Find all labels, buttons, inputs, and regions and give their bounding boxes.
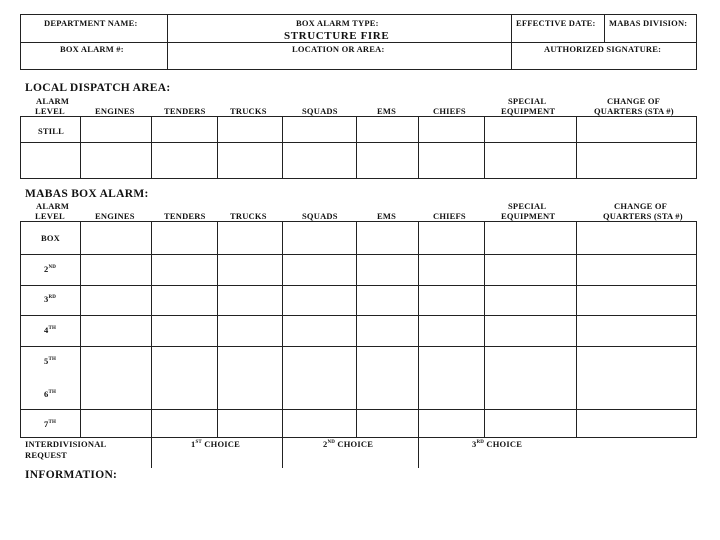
second-choice-label bbox=[323, 439, 373, 449]
local-col-line bbox=[696, 116, 697, 179]
mabas-special-header: SPECIAL bbox=[508, 201, 547, 211]
local-col-line bbox=[576, 116, 577, 179]
mabas-col-line bbox=[576, 221, 577, 438]
choice-text: CHOICE bbox=[201, 439, 240, 449]
location-label: LOCATION OR AREA: bbox=[292, 44, 385, 54]
local-squads-header: SQUADS bbox=[302, 106, 338, 116]
local-quarters-header: QUARTERS (STA #) bbox=[594, 106, 674, 116]
choice-number: 1 bbox=[191, 439, 196, 449]
mabas-change-header: CHANGE OF bbox=[614, 201, 668, 211]
mabas-title: MABAS BOX ALARM: bbox=[25, 188, 149, 200]
row-number: 3 bbox=[44, 294, 49, 304]
mabas-col-line bbox=[80, 221, 81, 438]
effective-date-label: EFFECTIVE DATE: bbox=[516, 18, 596, 28]
mabas-row-3rd bbox=[44, 294, 56, 304]
row-ordinal: TH bbox=[48, 357, 57, 362]
mabas-row-4th bbox=[44, 325, 56, 335]
box-alarm-number-label: BOX ALARM #: bbox=[60, 44, 124, 54]
choice-number: 2 bbox=[323, 439, 328, 449]
mabas-row-line bbox=[20, 285, 697, 286]
mabas-engines-header: ENGINES bbox=[95, 211, 135, 221]
local-equipment-header: EQUIPMENT bbox=[501, 106, 556, 116]
local-grid-mid bbox=[20, 142, 697, 143]
mabas-col-line bbox=[20, 221, 21, 438]
row-number: 6 bbox=[44, 389, 49, 399]
mabas-chiefs-header: CHIEFS bbox=[433, 211, 466, 221]
local-col-line bbox=[418, 116, 419, 179]
header-divider-2 bbox=[511, 14, 512, 70]
header-top-border bbox=[20, 14, 697, 15]
request-label: REQUEST bbox=[25, 450, 68, 460]
mabas-equipment-header: EQUIPMENT bbox=[501, 211, 556, 221]
mabas-row-line bbox=[20, 409, 697, 410]
local-trucks-header: TRUCKS bbox=[230, 106, 267, 116]
mabas-row-line bbox=[20, 315, 697, 316]
row-ordinal: TH bbox=[48, 326, 57, 331]
mabas-row-box: BOX bbox=[41, 233, 61, 243]
local-grid-bottom bbox=[20, 178, 697, 179]
box-alarm-type-label: BOX ALARM TYPE: bbox=[296, 18, 379, 28]
local-col-line bbox=[282, 116, 283, 179]
local-special-header: SPECIAL bbox=[508, 96, 547, 106]
authorized-signature-label: AUTHORIZED SIGNATURE: bbox=[544, 44, 662, 54]
local-col-line bbox=[80, 116, 81, 179]
mabas-quarters-header: QUARTERS (STA #) bbox=[603, 211, 683, 221]
header-left-border bbox=[20, 14, 21, 70]
information-label: INFORMATION: bbox=[25, 469, 118, 481]
row-number: 7 bbox=[44, 419, 49, 429]
row-ordinal: RD bbox=[48, 295, 57, 300]
mabas-row-6th bbox=[44, 389, 56, 399]
mabas-col-line bbox=[696, 221, 697, 438]
local-col-line bbox=[151, 116, 152, 179]
department-name-label: DEPARTMENT NAME: bbox=[44, 18, 138, 28]
mabas-ems-header: EMS bbox=[377, 211, 397, 221]
mabas-col-line bbox=[217, 221, 218, 438]
mabas-division-label: MABAS DIVISION: bbox=[609, 18, 688, 28]
local-engines-header: ENGINES bbox=[95, 106, 135, 116]
row-number: 2 bbox=[44, 264, 49, 274]
mabas-col-line bbox=[282, 221, 283, 468]
mabas-row-7th bbox=[44, 419, 56, 429]
choice-text: CHOICE bbox=[484, 439, 523, 449]
local-col-line bbox=[217, 116, 218, 179]
header-divider-1 bbox=[167, 14, 168, 70]
mabas-tenders-header: TENDERS bbox=[164, 211, 206, 221]
local-dispatch-title: LOCAL DISPATCH AREA: bbox=[25, 82, 171, 94]
mabas-col-line bbox=[418, 221, 419, 468]
row-ordinal: TH bbox=[48, 420, 57, 425]
local-col-line bbox=[20, 116, 21, 179]
row-ordinal: ND bbox=[48, 265, 57, 270]
mabas-grid-bottom bbox=[20, 437, 697, 438]
local-row-still: STILL bbox=[38, 126, 65, 136]
header-mid-border bbox=[20, 42, 697, 43]
local-col-line bbox=[484, 116, 485, 179]
third-choice-label bbox=[472, 439, 522, 449]
mabas-level-label: LEVEL bbox=[35, 211, 65, 221]
local-level-label: LEVEL bbox=[35, 106, 65, 116]
mabas-row-5th bbox=[44, 356, 56, 366]
choice-ordinal: ND bbox=[327, 440, 336, 445]
mabas-col-line bbox=[151, 221, 152, 468]
mabas-row-line bbox=[20, 254, 697, 255]
box-alarm-type-value: STRUCTURE FIRE bbox=[284, 30, 390, 42]
local-change-header: CHANGE OF bbox=[607, 96, 661, 106]
mabas-row-line bbox=[20, 346, 697, 347]
row-number: 4 bbox=[44, 325, 49, 335]
row-ordinal: TH bbox=[48, 390, 57, 395]
mabas-squads-header: SQUADS bbox=[302, 211, 338, 221]
mabas-grid-top bbox=[20, 221, 697, 222]
local-grid-top bbox=[20, 116, 697, 117]
mabas-col-line bbox=[356, 221, 357, 438]
mabas-trucks-header: TRUCKS bbox=[230, 211, 267, 221]
local-ems-header: EMS bbox=[377, 106, 397, 116]
header-bottom-border bbox=[20, 69, 697, 70]
local-chiefs-header: CHIEFS bbox=[433, 106, 466, 116]
choice-number: 3 bbox=[472, 439, 477, 449]
header-right-border bbox=[696, 14, 697, 70]
row-number: 5 bbox=[44, 356, 49, 366]
local-col-line bbox=[356, 116, 357, 179]
local-alarm-label: ALARM bbox=[36, 96, 70, 106]
mabas-row-2nd bbox=[44, 264, 56, 274]
interdivisional-label: INTERDIVISIONAL bbox=[25, 439, 107, 449]
choice-ordinal: RD bbox=[476, 440, 485, 445]
choice-text: CHOICE bbox=[335, 439, 374, 449]
mabas-col-line bbox=[484, 221, 485, 438]
mabas-alarm-label: ALARM bbox=[36, 201, 70, 211]
choice-ordinal: ST bbox=[195, 440, 202, 445]
header-divider-3 bbox=[604, 14, 605, 43]
local-tenders-header: TENDERS bbox=[164, 106, 206, 116]
first-choice-label bbox=[191, 439, 240, 449]
